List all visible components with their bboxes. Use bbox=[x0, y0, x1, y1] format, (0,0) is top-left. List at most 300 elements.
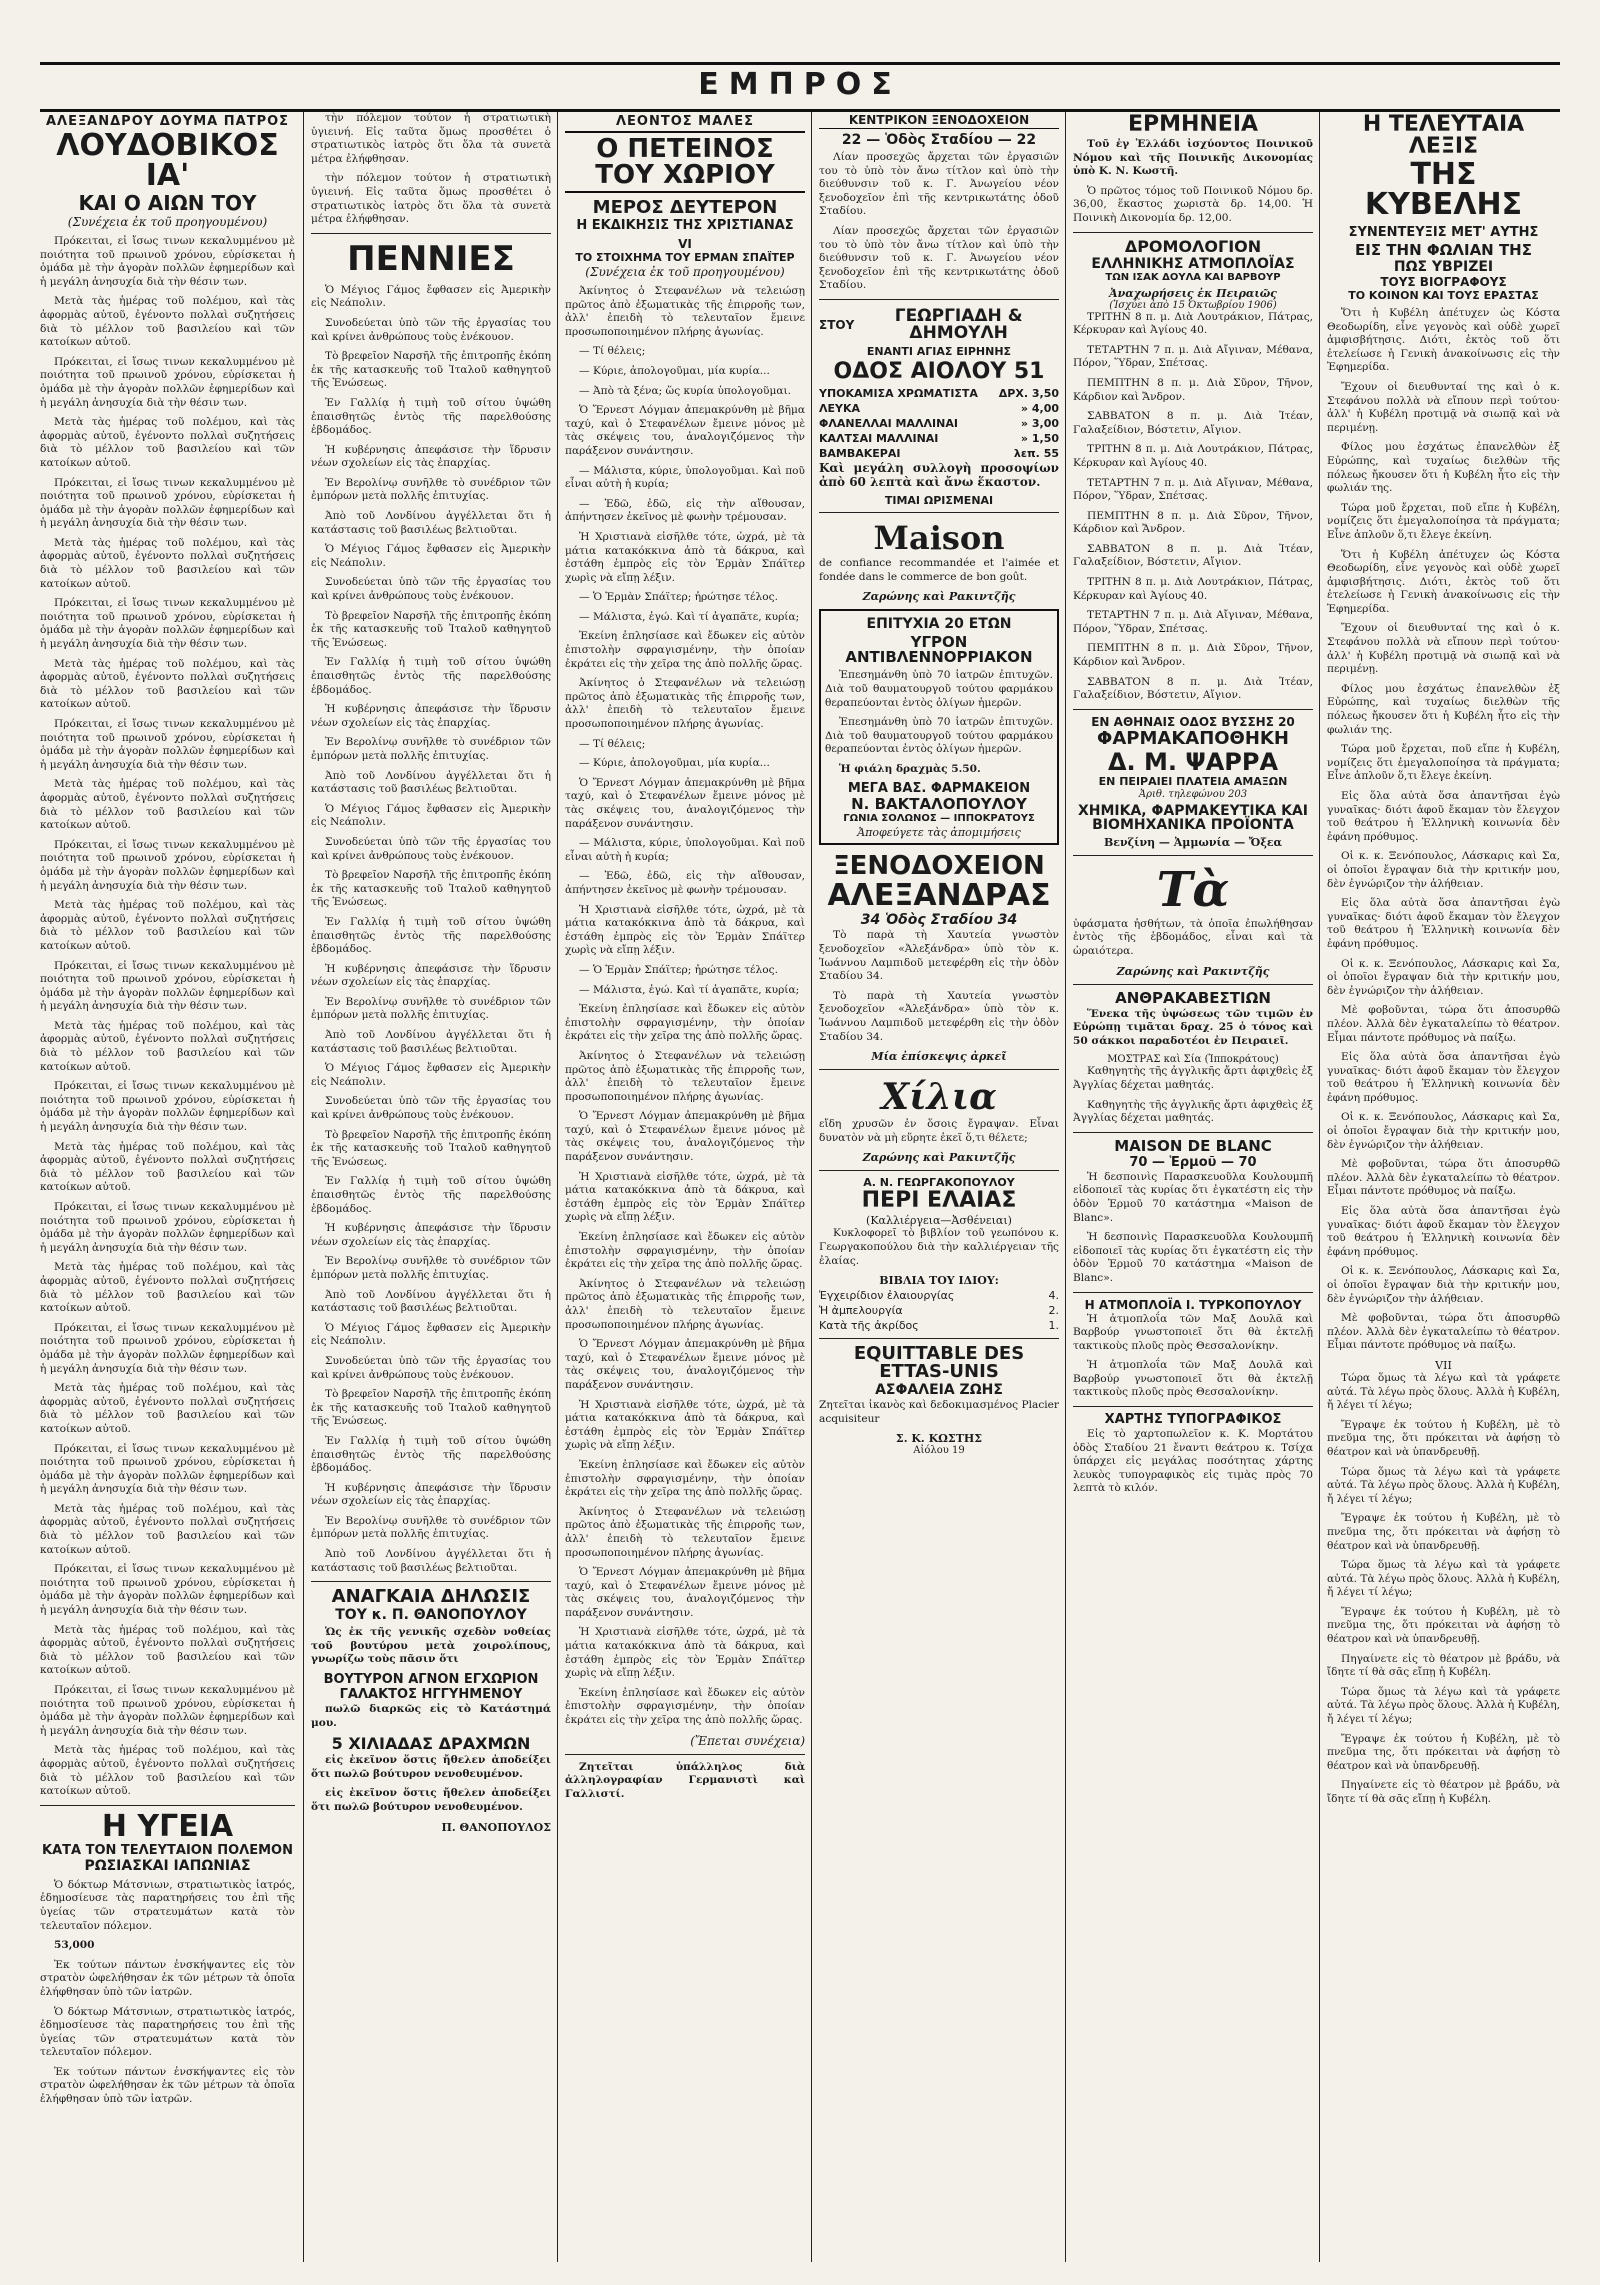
divider bbox=[819, 1069, 1059, 1070]
coal-ad-names: ΜΟΣΤΡΑΣ καὶ Σία (Ἱπποκράτους) bbox=[1107, 1054, 1279, 1066]
column-3 bbox=[565, 112, 805, 2272]
paragraph: Ἀκίνητος ὁ Στεφανέλων νὰ τελειώσῃ πρῶτος ἀπὸ ἐξωματικὰς τῆς ἐπιρροῆς των, ἀλλ' ἐπειδὴ τὸ τελευταῖον ἔμεινε προσωποποιημένον πλήρης ἀγωνίας. bbox=[565, 1505, 805, 1559]
paragraph: Μετὰ τὰς ἡμέρας τοῦ πολέμου, καὶ τὰς ἀφορμὰς αὐτοῦ, ἐγένοντο πολλαὶ συζητήσεις διὰ τὸ μέλλον τοῦ βασιλείου καὶ τῶν κατοίκων αὐτοῦ. bbox=[40, 1744, 295, 1798]
coal-ad-title: ΑΝΘΡΑΚΑΒΕΣΤΙΩΝ bbox=[1115, 988, 1271, 1007]
dialogue-line: — Κύριε, ἀπολογοῦμαι, μία κυρία... bbox=[579, 757, 770, 770]
news-section-title: ΠΕΝΝΙΕΣ bbox=[347, 238, 515, 279]
kyveli-subhead-4: ΤΟΥΣ ΒΙΟΓΡΑΦΟΥΣ bbox=[1380, 275, 1507, 289]
paragraph: Ἔγραψε ἐκ τούτου ἡ Κυβέλη, μὲ τὸ πνεῦμα της, ὅτι πρόκειται νὰ ἀφήσῃ τὸ θέατρον καὶ νὰ ὑπανδρευθῇ. bbox=[1327, 1605, 1560, 1646]
paragraph: Μετὰ τὰς ἡμέρας τοῦ πολέμου, καὶ τὰς ἀφορμὰς αὐτοῦ, ἐγένοντο πολλαὶ συζητήσεις διὰ τὸ μέλλον τοῦ βασιλείου καὶ τῶν κατοίκων αὐτοῦ. bbox=[40, 1502, 295, 1556]
price-item-name: ΥΠΟΚΑΜΙΣΑ ΧΡΩΜΑΤΙΣΤΑ bbox=[819, 386, 978, 400]
news-item: Ἡ κυβέρνησις ἀπεφάσισε τὴν ἵδρυσιν νέων σχολείων εἰς τὰς ἐπαρχίας. bbox=[311, 703, 551, 729]
hotel-ad-text: Λίαν προσεχῶς ἄρχεται τῶν ἐργασιῶν του τὸ ὑπὸ τὸν ἄνω τίτλον καὶ ὑπὸ τὴν διεύθυνσιν τοῦ κ. Γ. Ἀνωγείου νέον ξενοδοχεῖον ἐπὶ τῆς κεντρικωτάτης ὁδοῦ Σταδίου. bbox=[819, 151, 1059, 218]
paragraph: Μετὰ τὰς ἡμέρας τοῦ πολέμου, καὶ τὰς ἀφορμὰς αὐτοῦ, ἐγένοντο πολλαὶ συζητήσεις διὰ τὸ μέλλον τοῦ βασιλείου καὶ τῶν κατοίκων αὐτοῦ. bbox=[40, 295, 295, 349]
paragraph: Μετὰ τὰς ἡμέρας τοῦ πολέμου, καὶ τὰς ἀφορμὰς αὐτοῦ, ἐγένοντο πολλαὶ συζητήσεις διὰ τὸ μέλλον τοῦ βασιλείου καὶ τῶν κατοίκων αὐτοῦ. bbox=[40, 1623, 295, 1677]
price-item-name: ΒΑΜΒΑΚΕΡΑΙ bbox=[819, 446, 901, 460]
book-price: 1. bbox=[1048, 1319, 1059, 1333]
paragraph: Ἔγραψε ἐκ τούτου ἡ Κυβέλη, μὲ τὸ πνεῦμα της, ὅτι πρόκειται νὰ ἀφήσῃ τὸ θέατρον καὶ νὰ ὑπανδρευθῇ. bbox=[1327, 1418, 1560, 1458]
divider bbox=[565, 1754, 805, 1755]
book-subtitle: (Καλλιέργεια—Ἀσθένειαι) bbox=[866, 1214, 1012, 1228]
column-rule bbox=[303, 112, 304, 2262]
news-item: Συνοδεύεται ὑπὸ τῶν τῆς ἐργασίας του καὶ κρίνει ἀνθρώπους τοὺς ἐνέκουον. bbox=[311, 1354, 551, 1381]
shipping-owners: ΤΩΝ ΙΣΑΚ ΔΟΥΛΑ ΚΑΙ ΒΑΡΒΟΥΡ bbox=[1105, 271, 1281, 283]
news-item: Συνοδεύεται ὑπὸ τῶν τῆς ἐργασίας του καὶ κρίνει ἀνθρώπους τοὺς ἐνέκουον. bbox=[311, 316, 551, 343]
shipping-route: ΤΕΤΑΡΤΗΝ 7 π. μ. Διὰ Αἴγιναν, Μέθανα, Πόρον, Ὕδραν, Σπέτσας. bbox=[1073, 609, 1313, 635]
pharmacy-name: Ν. ΒΑΚΤΑΛΟΠΟΥΛΟΥ bbox=[851, 795, 1027, 814]
paragraph: Πρόκειται, εἰ ἴσως τινων κεκαλυμμένου μὲ ποιότητα τοῦ πρωινοῦ χρόνου, εὑρίσκεται ἡ ὁμάδα μὲ τὴν ἀγορὰν πολλῶν ἐφημερίδων καὶ ἡ μεγάλη ἀνησυχία διὰ τὴν θέσιν των. bbox=[40, 1442, 295, 1496]
news-item: Ἐν Βερολίνῳ συνῆλθε τὸ συνέδριον τῶν ἐμπόρων μετὰ πολλῆς ἐπιτυχίας. bbox=[311, 995, 551, 1022]
paragraph: Μὲ φοβοῦνται, τώρα ὅτι ἀποσυρθῶ πλέον. Ἀλλὰ δὲν ἐγκαταλείπω τὸ θέατρον. Εἶμαι πάντοτε πρόθυμος νὰ παίξω. bbox=[1327, 1158, 1560, 1198]
divider bbox=[1073, 709, 1313, 710]
paragraph: Πρόκειται, εἰ ἴσως τινων κεκαλυμμένου μὲ ποιότητα τοῦ πρωινοῦ χρόνου, εὑρίσκεται ἡ ὁμάδα μὲ τὴν ἀγορὰν πολλῶν ἐφημερίδων καὶ ἡ μεγάλη ἀνησυχία διὰ τὴν θέσιν των. bbox=[40, 718, 295, 771]
paragraph: Φίλος μου ἐσχάτως ἐπανελθὼν ἐξ Εὐρώπης, καὶ τυχαίως διελθὼν τῆς πόλεως ἤκουσεν ὅτι ἡ Κυβέλη ἦτο εἰς τὴν φωλιάν της. bbox=[1327, 682, 1560, 736]
shipping-route: ΠΕΜΠΤΗΝ 8 π. μ. Διὰ Σῦρον, Τῆνον, Κάρδιον καὶ Ἄνδρον. bbox=[1073, 509, 1313, 536]
ta-ad-text: ὑφάσματα ἠσθήτων, τὰ ὁποῖα ἐπωλήθησαν ἐντὸς τῆς ἑβδομάδος, εἶναι καὶ τὰ ὡραιότερα. bbox=[1073, 917, 1313, 957]
price-value: 55 bbox=[1043, 446, 1059, 460]
price-row bbox=[819, 417, 1059, 430]
paragraph: Ἡ Χριστιανὰ εἰσῆλθε τότε, ὠχρά, μὲ τὰ μάτια κατακόκκινα ἀπὸ τὰ δάκρυα, καὶ ἐστάθη ἐμπρὸς εἰς τὸν Ἑρμὰν Σπάϊτερ χωρὶς νὰ εἴπῃ λέξιν. bbox=[565, 1398, 805, 1452]
author-byline: ΑΛΕΞΑΝΔΡΟΥ ΔΟΥΜΑ ΠΑΤΡΟΣ bbox=[45, 114, 290, 129]
shipline-text: Ἡ ἀτμοπλοΐα τῶν Μαξ Δουλᾶ καὶ Βαρβούρ γνωστοποιεῖ ὅτι θὰ ἐκτελῇ τακτικοὺς πλοῦς πρὸς Θεσσαλονίκην. bbox=[1073, 1359, 1313, 1399]
shipping-title: ΔΡΟΜΟΛΟΓΙΟΝ bbox=[1124, 236, 1262, 256]
news-item: Ἐν Γαλλίᾳ ἡ τιμὴ τοῦ σίτου ὑψώθη ἐπαισθητῶς ἐντὸς τῆς παρελθούσης ἑβδομάδος. bbox=[311, 1434, 551, 1475]
paragraph: Οἱ κ. κ. Ξενόπουλος, Λάσκαρις καὶ Σα, οἱ ὁποῖοι ἔγραψαν διὰ τὴν κριτικήν μου, δὲν ἐγνώριζον τὴν ἀλήθειαν. bbox=[1327, 1265, 1560, 1305]
hotel-ad-title: ΚΕΝΤΡΙΚΟΝ ΞΕΝΟΔΟΧΕΙΟΝ bbox=[819, 114, 1059, 129]
paragraph: Μετὰ τὰς ἡμέρας τοῦ πολέμου, καὶ τὰς ἀφορμὰς αὐτοῦ, ἐγένοντο πολλαὶ συζητήσεις διὰ τὸ μέλλον τοῦ βασιλείου καὶ τῶν κατοίκων αὐτοῦ. bbox=[40, 1019, 295, 1073]
paragraph: Τώρα ὅμως τὰ λέγω καὶ τὰ γράφετε αὐτά. Τὰ λέγω πρὸς ὅλους. Ἀλλὰ ἡ Κυβέλη, ἤ λέγει τί λέγω; bbox=[1327, 1371, 1560, 1412]
pharmacy-address: ΓΩΝΙΑ ΣΟΛΩΝΟΣ — ΙΠΠΟΚΡΑΤΟΥΣ bbox=[843, 813, 1035, 825]
news-item: Ἐν Γαλλίᾳ ἡ τιμὴ τοῦ σίτου ὑψώθη ἐπαισθητῶς ἐντὸς τῆς παρελθούσης ἑβδομάδος. bbox=[311, 915, 551, 956]
store-name: ΓΕΩΡΓΙΑΔΗ & ΔΗΜΟΥΛΗ bbox=[894, 305, 1023, 343]
paragraph: Ὁ Ἔρνεστ Λόγμαν ἀπεμακρύνθη μὲ βῆμα ταχύ, καὶ ὁ Στεφανέλων ἔμεινε μόνος μὲ τὰς σκέψεις του, ἀναλογιζόμενος τὴν παράξενον συνάντησιν. bbox=[565, 404, 805, 457]
news-item: Ὁ Μέγιος Γάμος ἔφθασεν εἰς Ἀμερικὴν εἰς Νεάπολιν. bbox=[311, 543, 551, 569]
paragraph: Μετὰ τὰς ἡμέρας τοῦ πολέμου, καὶ τὰς ἀφορμὰς αὐτοῦ, ἐγένοντο πολλαὶ συζητήσεις διὰ τὸ μέλλον τοῦ βασιλείου καὶ τῶν κατοίκων αὐτοῦ. bbox=[40, 1261, 295, 1315]
shipping-route: ΤΡΙΤΗΝ 8 π. μ. Διὰ Λουτράκιον, Πάτρας, Κέρκυραν καὶ Ἀγίους 40. bbox=[1073, 443, 1313, 469]
paragraph: Πρόκειται, εἰ ἴσως τινων κεκαλυμμένου μὲ ποιότητα τοῦ πρωινοῦ χρόνου, εὑρίσκεται ἡ ὁμάδα μὲ τὴν ἀγορὰν πολλῶν ἐφημερίδων καὶ ἡ μεγάλη ἀνησυχία διὰ τὴν θέσιν των. bbox=[40, 959, 295, 1013]
law-ad-text: Τοῦ ἐγ Ἑλλάδι ἰσχύοντος Ποινικοῦ Νόμου καὶ τῆς Ποινικῆς Δικονομίας ὑπὸ Κ. Ν. Κωστῆ. bbox=[1073, 138, 1313, 178]
dialogue-line: — Μάλιστα, ἐγώ. Καὶ τί ἀγαπᾶτε, κυρία; bbox=[579, 983, 800, 996]
kyveli-subhead-5: ΤΟ ΚΟΙΝΟΝ ΚΑΙ ΤΟΥΣ ΕΡΑΣΤΑΣ bbox=[1348, 289, 1539, 302]
news-item: Συνοδεύεται ὑπὸ τῶν τῆς ἐργασίας του καὶ κρίνει ἀνθρώπους τοὺς ἐνέκουον. bbox=[311, 835, 551, 862]
book-text: Κυκλοφορεῖ τὸ βιβλίον τοῦ γεωπόνου κ. Γεωργακοπούλου διὰ τὴν καλλιέργειαν τῆς ἐλαίας. bbox=[819, 1227, 1059, 1267]
dialogue-line: — Ἀπὸ τὰ ξένα; ὥς κυρία ὑπολογοῦμαι. bbox=[579, 384, 792, 397]
paragraph: Ἐκείνη ἐπλησίασε καὶ ἔδωκεν εἰς αὐτὸν ἐπιστολὴν σφραγισμένην, τὴν ὁποίαν ἐκράτει εἰς τὴν χεῖρα της ἀπὸ πολλῆς ὥρας. bbox=[565, 1458, 805, 1499]
column-2 bbox=[311, 112, 551, 2272]
hotel2-text: Τὸ παρὰ τὴ Χαυτεία γνωστὸν ξενοδοχεῖον «Ἀλεξάνδρα» ὑπὸ τὸν κ. Ἰωάννου Λαμπιδοῦ μετεφέρθη εἰς τὴν ὁδὸν Σταδίου 34. bbox=[819, 989, 1059, 1043]
price-item-name: ΦΛΑΝΕΛΛΑΙ ΜΑΛΛΙΝΑΙ bbox=[819, 416, 958, 430]
serial-part: ΜΕΡΟΣ ΔΕΥΤΕΡΟΝ bbox=[592, 197, 778, 218]
store-prefix: ΣΤΟΥ bbox=[819, 317, 855, 332]
store-ad-header bbox=[819, 306, 1059, 344]
pharmacy-location: ΕΝ ΑΘΗΝΑΙΣ ΟΔΟΣ ΒΥΣΣΗΣ 20 bbox=[1091, 714, 1295, 729]
paragraph: Ἡ Χριστιανὰ εἰσῆλθε τότε, ὠχρά, μὲ τὰ μάτια κατακόκκινα ἀπὸ τὰ δάκρυα, καὶ ἐστάθη ἐμπρὸς εἰς τὸν Ἑρμὰν Σπάϊτερ χωρὶς νὰ εἴπῃ λέξιν. bbox=[565, 530, 805, 584]
divider bbox=[1073, 232, 1313, 233]
hotel2-name: ΑΛΕΞΑΝΔΡΑΣ bbox=[827, 878, 1051, 914]
chapter-number: VII bbox=[1435, 1358, 1452, 1372]
dialogue-line: — Κύριε, ἀπολογοῦμαι, μία κυρία... bbox=[579, 364, 770, 377]
paragraph: Πρόκειται, εἰ ἴσως τινων κεκαλυμμένου μὲ ποιότητα τοῦ πρωινοῦ χρόνου, εὑρίσκεται ἡ ὁμάδα μὲ τὴν ἀγορὰν πολλῶν ἐφημερίδων καὶ ἡ μεγάλη ἀνησυχία διὰ τὴν θέσιν των. bbox=[40, 838, 295, 892]
notice-text-3: εἰς ἐκεῖνον ὅστις ἤθελεν ἀποδείξει ὅτι πωλῶ βούτυρον νενοθευμένον. bbox=[311, 1787, 551, 1813]
serum-price: Ἡ φιάλη δραχμὰς 5.50. bbox=[839, 762, 981, 775]
paragraph: Μετὰ τὰς ἡμέρας τοῦ πολέμου, καὶ τὰς ἀφορμὰς αὐτοῦ, ἐγένοντο πολλαὶ συζητήσεις διὰ τὸ μέλλον τοῦ βασιλείου καὶ τῶν κατοίκων αὐτοῦ. bbox=[40, 416, 295, 469]
hotel-ad-address: 22 — Ὁδὸς Σταδίου — 22 bbox=[841, 132, 1037, 148]
insurance-subtitle: ΑΣΦΑΛΕΙΑ ΖΩΗΣ bbox=[875, 1382, 1003, 1399]
news-item: Τὸ βρεφεῖον Ναρσῆλ τῆς ἐπιτροπῆς ἐκόπη ἐκ τῆς κατασκευῆς τοῦ Ἰταλοῦ καθηγητοῦ τῆς Ἑνώσεως. bbox=[311, 869, 551, 909]
continuation-note: (Συνέχεια ἐκ τοῦ προηγουμένου) bbox=[67, 215, 268, 229]
hotel-ad-text: Λίαν προσεχῶς ἄρχεται τῶν ἐργασιῶν του τὸ ὑπὸ τὸν ἄνω τίτλον καὶ ὑπὸ τὴν διεύθυνσιν τοῦ κ. Γ. Ἀνωγείου νέον ξενοδοχεῖον ἐπὶ τῆς κεντρικωτάτης ὁδοῦ Σταδίου. bbox=[819, 224, 1059, 292]
maison-ad-owner: Ζαρώνης καὶ Ρακιντζῆς bbox=[862, 590, 1016, 604]
paragraph: Μετὰ τὰς ἡμέρας τοῦ πολέμου, καὶ τὰς ἀφορμὰς αὐτοῦ, ἐγένοντο πολλαὶ συζητήσεις διὰ τὸ μέλλον τοῦ βασιλείου καὶ τῶν κατοίκων αὐτοῦ. bbox=[40, 657, 295, 711]
news-item: Ἐν Γαλλίᾳ ἡ τιμὴ τοῦ σίτου ὑψώθη ἐπαισθητῶς ἐντὸς τῆς παρελθούσης ἑβδομάδος. bbox=[311, 396, 551, 437]
pharmacy-store-address: ΕΝ ΠΕΙΡΑΙΕΙ ΠΛΑΤΕΙΑ ΑΜΑΞΩΝ bbox=[1098, 774, 1288, 788]
serum-success: ΕΠΙΤΥΧΙΑ 20 ΕΤΩΝ bbox=[866, 616, 1012, 633]
pharmacy-store-more: Βενζίνη — Ἀμμωνία — Ὄξεα bbox=[1104, 835, 1282, 849]
shipline-text: Ἡ ἀτμοπλοΐα τῶν Μαξ Δουλᾶ καὶ Βαρβούρ γνωστοποιεῖ ὅτι θὰ ἐκτελῇ τακτικοὺς πλοῦς πρὸς Θεσσαλονίκην. bbox=[1073, 1312, 1313, 1352]
paragraph: Πρόκειται, εἰ ἴσως τινων κεκαλυμμένου μὲ ποιότητα τοῦ πρωινοῦ χρόνου, εὑρίσκεται ἡ ὁμάδα μὲ τὴν ἀγορὰν πολλῶν ἐφημερίδων καὶ ἡ μεγάλη ἀνησυχία διὰ τὴν θέσιν των. bbox=[40, 597, 295, 651]
hotel2-text: Τὸ παρὰ τὴ Χαυτεία γνωστὸν ξενοδοχεῖον «Ἀλεξάνδρα» ὑπὸ τὸν κ. Ἰωάννου Λαμπιδοῦ μετεφέρθη εἰς τὴν ὁδὸν Σταδίου 34. bbox=[819, 929, 1059, 983]
casualty-number: 53,000 bbox=[54, 1939, 95, 1952]
price-unit: » bbox=[1020, 431, 1029, 445]
dialogue-line: — Μάλιστα, ἐγώ. Καὶ τί ἀγαπᾶτε, κυρία; bbox=[579, 610, 800, 623]
column-rule bbox=[1319, 112, 1320, 2262]
shipping-route: ΤΡΙΤΗΝ 8 π. μ. Διὰ Λουτράκιον, Πάτρας, Κέρκυραν καὶ Ἀγίους 40. bbox=[1073, 310, 1313, 337]
paragraph: Πρόκειται, εἰ ἴσως τινων κεκαλυμμένου μὲ ποιότητα τοῦ πρωινοῦ χρόνου, εὑρίσκεται ἡ ὁμάδα μὲ τὴν ἀγορὰν πολλῶν ἐφημερίδων καὶ ἡ μεγάλη ἀνησυχία διὰ τὴν θέσιν των. bbox=[40, 1563, 295, 1617]
news-item: Ἐν Βερολίνῳ συνῆλθε τὸ συνέδριον τῶν ἐμπόρων μετὰ πολλῆς ἐπιτυχίας. bbox=[311, 1255, 551, 1281]
paragraph: Ἐκ τούτων πάντων ἐνσκήψαντες εἰς τὸν στρατὸν ὠφελήθησαν ἐκ τῶν μέτρων τὰ ὁποῖα ἐλήφθησαν ὑπὸ τῶν ἰατρῶν. bbox=[40, 2065, 295, 2106]
paragraph: τὴν πόλεμον τούτον ἡ στρατιωτικὴ ὑγιεινή. Εἰς ταῦτα ὅμως προσθέτει ὁ στρατιωτικὸς ἰατρὸς ὅτι ὅλα τὰ συνετὰ μέτρα ἐλήφθησαν. bbox=[311, 112, 551, 165]
news-item: Ὁ Μέγιος Γάμος ἔφθασεν εἰς Ἀμερικὴν εἰς Νεάπολιν. bbox=[311, 283, 551, 310]
serum-text: Ἐπεσημάνθη ὑπὸ 70 ἰατρῶν ἐπιτυχῶν. Διὰ τοῦ θαυματουργοῦ τούτου φαρμάκου θεραπεύονται ἐντὸς ὀλίγων ἡμερῶν. bbox=[825, 716, 1053, 756]
kyveli-headline-2: ΤΗΣ ΚΥΒΕΛΗΣ bbox=[1364, 157, 1523, 222]
pharmacy-title: ΜΕΓΑ ΒΑΣ. ΦΑΡΜΑΚΕΙΟΝ bbox=[847, 781, 1031, 797]
book-title: ΠΕΡΙ ΕΛΑΙΑΣ bbox=[861, 1188, 1017, 1214]
paragraph: Πρόκειται, εἰ ἴσως τινων κεκαλυμμένου μὲ ποιότητα τοῦ πρωινοῦ χρόνου, εὑρίσκεται ἡ ὁμάδα μὲ τὴν ἀγορὰν πολλῶν ἐφημερίδων καὶ ἡ μεγάλη ἀνησυχία διὰ τὴν θέσιν των. bbox=[40, 355, 295, 409]
insurance-contact: Σ. Κ. ΚΩΣΤΗΣ bbox=[895, 1432, 983, 1446]
paragraph: Πρόκειται, εἰ ἴσως τινων κεκαλυμμένου μὲ ποιότητα τοῦ πρωινοῦ χρόνου, εὑρίσκεται ἡ ὁμάδα μὲ τὴν ἀγορὰν πολλῶν ἐφημερίδων καὶ ἡ μεγάλη ἀνησυχία διὰ τὴν θέσιν των. bbox=[40, 235, 295, 288]
paragraph: Ἔχουν οἱ διευθυνταί της καὶ ὁ κ. Στεφάνου πολλὰ νὰ εἴπουν περὶ τούτου· ἀλλ' ἡ Κυβέλη προτιμᾷ νὰ σιωπᾷ καὶ νὰ περιμένῃ. bbox=[1327, 622, 1560, 676]
paragraph: Τώρα ὅμως τὰ λέγω καὶ τὰ γράφετε αὐτά. Τὰ λέγω πρὸς ὅλους. Ἀλλὰ ἡ Κυβέλη, ἤ λέγει τί λέγω; bbox=[1327, 1685, 1560, 1726]
dialogue-line: — Ὁ Ἑρμὰν Σπάϊτερ; ἠρώτησε τέλος. bbox=[579, 963, 778, 976]
news-item: Ἡ κυβέρνησις ἀπεφάσισε τὴν ἵδρυσιν νέων σχολείων εἰς τὰς ἐπαρχίας. bbox=[311, 1481, 551, 1508]
paragraph: Μετὰ τὰς ἡμέρας τοῦ πολέμου, καὶ τὰς ἀφορμὰς αὐτοῦ, ἐγένοντο πολλαὶ συζητήσεις διὰ τὸ μέλλον τοῦ βασιλείου καὶ τῶν κατοίκων αὐτοῦ. bbox=[40, 778, 295, 832]
store-ad-footer: Καὶ μεγάλη συλλογὴ προσοψίων ἀπὸ 60 λεπτὰ καὶ ἄνω ἕκαστον. bbox=[819, 460, 1059, 489]
pharmacy-store-name: Δ. Μ. ΨΑΡΡΑ bbox=[1107, 747, 1279, 776]
pharmacy-store-goods: ΧΗΜΙΚΑ, ΦΑΡΜΑΚΕΥΤΙΚΑ ΚΑΙ ΒΙΟΜΗΧΑΝΙΚΑ ΠΡΟΪΟΝΤΑ bbox=[1077, 802, 1309, 833]
paragraph: Πρόκειται, εἰ ἴσως τινων κεκαλυμμένου μὲ ποιότητα τοῦ πρωινοῦ χρόνου, εὑρίσκεται ἡ ὁμάδα μὲ τὴν ἀγορὰν πολλῶν ἐφημερίδων καὶ ἡ μεγάλη ἀνησυχία διὰ τὴν θέσιν των. bbox=[40, 1321, 295, 1375]
notice-text-3: εἰς ἐκεῖνον ὅστις ἤθελεν ἀποδείξει ὅτι πωλῶ βούτυρον νενοθευμένον. bbox=[311, 1754, 551, 1780]
article-headline: ΛΟΥΔΟΒΙΚΟΣ ΙΑ' bbox=[56, 128, 279, 193]
column-1 bbox=[40, 112, 295, 2272]
paragraph: Ἔχουν οἱ διευθυνταί της καὶ ὁ κ. Στεφάνου πολλὰ νὰ εἴπουν περὶ τούτου· ἀλλ' ἡ Κυβέλη προτιμᾷ νὰ σιωπᾷ καὶ νὰ περιμένῃ. bbox=[1327, 380, 1560, 434]
blanc-ad-address: 70 — Ἑρμοῦ — 70 bbox=[1129, 1154, 1257, 1170]
kyveli-subhead-3: ΠΩΣ ΥΒΡΙΖΕΙ bbox=[1393, 259, 1494, 275]
paragraph: Πρόκειται, εἰ ἴσως τινων κεκαλυμμένου μὲ ποιότητα τοῦ πρωινοῦ χρόνου, εὑρίσκεται ἡ ὁμάδα μὲ τὴν ἀγορὰν πολλῶν ἐφημερίδων καὶ ἡ μεγάλη ἀνησυχία διὰ τὴν θέσιν των. bbox=[40, 1201, 295, 1254]
paragraph: Ἐκείνη ἐπλησίασε καὶ ἔδωκεν εἰς αὐτὸν ἐπιστολὴν σφραγισμένην, τὴν ὁποίαν ἐκράτει εἰς τὴν χεῖρα της ἀπὸ πολλῆς ὥρας. bbox=[565, 1003, 805, 1043]
news-item: Ἀπὸ τοῦ Λονδίνου ἀγγέλλεται ὅτι ἡ κατάστασις τοῦ βασιλέως βελτιοῦται. bbox=[311, 769, 551, 796]
paragraph: Μὲ φοβοῦνται, τώρα ὅτι ἀποσυρθῶ πλέον. Ἀλλὰ δὲν ἐγκαταλείπω τὸ θέατρον. Εἶμαι πάντοτε πρόθυμος νὰ παίξω. bbox=[1327, 1312, 1560, 1352]
notice-product-2: ΓΑΛΑΚΤΟΣ ΗΓΓΥΗΜΕΝΟΥ bbox=[339, 1687, 523, 1703]
news-item: Ὁ Μέγιος Γάμος ἔφθασεν εἰς Ἀμερικὴν εἰς Νεάπολιν. bbox=[311, 1321, 551, 1348]
news-item: Ἐν Γαλλίᾳ ἡ τιμὴ τοῦ σίτου ὑψώθη ἐπαισθητῶς ἐντὸς τῆς παρελθούσης ἑβδομάδος. bbox=[311, 1175, 551, 1215]
store-address: ΟΔΟΣ ΑΙΟΛΟΥ 51 bbox=[833, 358, 1045, 384]
book-name: Κατὰ τῆς ἀκρίδος bbox=[819, 1319, 919, 1333]
paragraph: Μετὰ τὰς ἡμέρας τοῦ πολέμου, καὶ τὰς ἀφορμὰς αὐτοῦ, ἐγένοντο πολλαὶ συζητήσεις διὰ τὸ μέλλον τοῦ βασιλείου καὶ τῶν κατοίκων αὐτοῦ. bbox=[40, 1382, 295, 1435]
health-subheadline-2: ΡΩΣΙΑΣΚΑΙ ΙΑΠΩΝΙΑΣ bbox=[84, 1857, 251, 1874]
paragraph: τὴν πόλεμον τούτον ἡ στρατιωτικὴ ὑγιεινή. Εἰς ταῦτα ὅμως προσθέτει ὁ στρατιωτικὸς ἰατρὸς ὅτι ὅλα τὰ συνετὰ μέτρα ἐλήφθησαν. bbox=[311, 172, 551, 226]
book-name: Ἡ ἀμπελουργία bbox=[819, 1304, 903, 1318]
price-row bbox=[819, 387, 1059, 400]
shipping-date: (Ἰσχύει ἀπὸ 15 Ὀκτωβρίου 1906) bbox=[1109, 299, 1277, 311]
serial-subtitle: Η ΕΚΔΙΚΗΣΙΣ ΤΗΣ ΧΡΙΣΤΙΑΝΑΣ bbox=[576, 218, 794, 233]
chapter-number: VI bbox=[678, 237, 692, 251]
paragraph: Ἡ Χριστιανὰ εἰσῆλθε τότε, ὠχρά, μὲ τὰ μάτια κατακόκκινα ἀπὸ τὰ δάκρυα, καὶ ἐστάθη ἐμπρὸς εἰς τὸν Ἑρμὰν Σπάϊτερ χωρὶς νὰ εἴπῃ λέξιν. bbox=[565, 1626, 805, 1680]
paragraph: Ἐκείνη ἐπλησίασε καὶ ἔδωκεν εἰς αὐτὸν ἐπιστολὴν σφραγισμένην, τὴν ὁποίαν ἐκράτει εἰς τὴν χεῖρα της ἀπὸ πολλῆς ὥρας. bbox=[565, 1231, 805, 1271]
newspaper-title: ΕΜΠΡΟΣ bbox=[698, 67, 902, 102]
notice-reward: 5 ΧΙΛΙΑΔΑΣ ΔΡΑΧΜΩΝ bbox=[331, 1734, 531, 1754]
price-value: 3,50 bbox=[1031, 386, 1059, 400]
hotel2-address: 34 Ὁδὸς Σταδίου 34 bbox=[860, 912, 1018, 929]
column-rule bbox=[557, 112, 558, 2262]
hotel2-note: Μία ἐπίσκεψις ἀρκεῖ bbox=[871, 1050, 1007, 1064]
paragraph: Φίλος μου ἐσχάτως ἐπανελθὼν ἐξ Εὐρώπης, καὶ τυχαίως διελθὼν τῆς πόλεως ἤκουσεν ὅτι ἡ Κυβέλη ἦτο εἰς τὴν φωλιάν της. bbox=[1327, 441, 1560, 495]
paragraph: Ὁ δόκτωρ Μάτσνιων, στρατιωτικὸς ἰατρός, ἐδημοσίευσε τὰς παρατηρήσεις του ἐπὶ τῆς ὑγείας τῶν στρατευμάτων κατὰ τὸν τελευταῖον πόλεμον. bbox=[40, 2005, 295, 2059]
xilia-ad-text: εἴδη χρυσῶν ἐν ὅσοις ἔγραψαν. Εἶναι δυνατὸν νὰ μὴ εὕρητε ἐκεῖ ὅ,τι θέλετε; bbox=[819, 1118, 1059, 1144]
serum-text: Ἐπεσημάνθη ὑπὸ 70 ἰατρῶν ἐπιτυχῶν. Διὰ τοῦ θαυματουργοῦ τούτου φαρμάκου θεραπεύονται ἐντὸς ὀλίγων ἡμερῶν. bbox=[825, 669, 1053, 709]
law-ad-title: ΕΡΜΗΝΕΙΑ bbox=[1127, 112, 1259, 137]
news-item: Τὸ βρεφεῖον Ναρσῆλ τῆς ἐπιτροπῆς ἐκόπη ἐκ τῆς κατασκευῆς τοῦ Ἰταλοῦ καθηγητοῦ τῆς Ἑνώσεως. bbox=[311, 350, 551, 390]
divider bbox=[1073, 1132, 1313, 1133]
article-subheadline: ΚΑΙ Ο ΑΙΩΝ ΤΟΥ bbox=[78, 191, 257, 215]
maison-ad-text: de confiance recommandée et l'aimée et fondée dans le commerce de bon goût. bbox=[819, 557, 1059, 583]
health-subheadline: ΚΑΤΑ ΤΟΝ ΤΕΛΕΥΤΑΙΟΝ ΠΟΛΕΜΟΝ bbox=[42, 1842, 293, 1858]
book-row bbox=[819, 1304, 1059, 1317]
news-item: Ἀπὸ τοῦ Λονδίνου ἀγγέλλεται ὅτι ἡ κατάστασις τοῦ βασιλέως βελτιοῦται. bbox=[311, 1548, 551, 1574]
book-name: Ἐγχειρίδιον ἐλαιουργίας bbox=[819, 1289, 955, 1303]
news-item: Ἡ κυβέρνησις ἀπεφάσισε τὴν ἵδρυσιν νέων σχολείων εἰς τὰς ἐπαρχίας. bbox=[311, 443, 551, 470]
divider bbox=[819, 512, 1059, 513]
shipping-route: ΣΑΒΒΑΤΟΝ 8 π. μ. Διὰ Ἰτέαν, Γαλαξείδιον, Βόστετιν, Αἴγιον. bbox=[1073, 410, 1313, 436]
paragraph: Τώρα μοῦ ἔρχεται, ποῦ εἴπε ἡ Κυβέλη, νομίζεις ὅτι ἐμεγαλοποίησα τὰ πράγματα; Εἶνε ἁπλοῦν ὅ,τι ἔλεγε ἐκείνη. bbox=[1327, 501, 1560, 541]
teacher-ad-text: Καθηγητὴς τῆς ἀγγλικῆς ἄρτι ἀφιχθεὶς ἐξ Ἀγγλίας δέχεται μαθητάς. bbox=[1073, 1098, 1313, 1125]
blanc-ad-title: MAISON DE BLANC bbox=[1114, 1136, 1272, 1155]
paragraph: Οἱ κ. κ. Ξενόπουλος, Λάσκαρις καὶ Σα, οἱ ὁποῖοι ἔγραψαν διὰ τὴν κριτικήν μου, δὲν ἐγνώριζον τὴν ἀλήθειαν. bbox=[1327, 850, 1560, 890]
book-row bbox=[819, 1289, 1059, 1302]
news-item: Ἀπὸ τοῦ Λονδίνου ἀγγέλλεται ὅτι ἡ κατάστασις τοῦ βασιλέως βελτιοῦται. bbox=[311, 1029, 551, 1055]
paragraph: Ὁ Ἔρνεστ Λόγμαν ἀπεμακρύνθη μὲ βῆμα ταχύ, καὶ ὁ Στεφανέλων ἔμεινε μόνος μὲ τὰς σκέψεις του, ἀναλογιζόμενος τὴν παράξενον συνάντησιν. bbox=[565, 776, 805, 830]
price-row bbox=[819, 447, 1059, 460]
notice-title: ΑΝΑΓΚΑΙΑ ΔΗΛΩΣΙΣ bbox=[331, 1586, 531, 1608]
shipping-route: ΣΑΒΒΑΤΟΝ 8 π. μ. Διὰ Ἰτέαν, Γαλαξείδιον, Βόστετιν, Αἴγιον. bbox=[1073, 542, 1313, 569]
news-item: Ἡ κυβέρνησις ἀπεφάσισε τὴν ἵδρυσιν νέων σχολείων εἰς τὰς ἐπαρχίας. bbox=[311, 962, 551, 989]
blanc-ad-text: Ἡ δεσποινὶς Παρασκευοῦλα Κουλουμπῆ εἰδοποιεῖ τὰς κυρίας ὅτι ἐγκατέστη εἰς τὴν ὁδὸν Ἑρμοῦ 70 κατάστημα «Maison de Blanc». bbox=[1073, 1170, 1313, 1224]
price-item-name: ΚΑΛΤΣΑΙ ΜΑΛΛΙΝΑΙ bbox=[819, 431, 939, 445]
divider bbox=[1073, 855, 1313, 856]
paragraph: Πηγαίνετε εἰς τὸ θέατρον μὲ βράδυ, νὰ ἴδητε τί θὰ σᾶς εἴπῃ ἡ Κυβέλη. bbox=[1327, 1652, 1560, 1679]
paragraph: Εἰς ὅλα αὐτὰ ὅσα ἀπαντῆσαι ἐγὼ γυναῖκας· διότι ἀφοῦ ἔκαμαν τὸν ἔλεγχον τοῦ θεάτρου ἡ Ἑλληνικὴ κοινωνία δὲν ἐφάνη πρόθυμος. bbox=[1327, 1205, 1560, 1258]
insurance-text: Ζητεῖται ἱκανὸς καὶ δεδοκιμασμένος Placier acquisiteur bbox=[819, 1399, 1059, 1425]
serial-headline: Ο ΠΕΤΕΙΝΟΣ ΤΟΥ ΧΩΡΙΟΥ bbox=[565, 131, 805, 193]
blanc-ad-text: Ἡ δεσποινὶς Παρασκευοῦλα Κουλουμπῆ εἰδοποιεῖ τὰς κυρίας ὅτι ἐγκατέστη εἰς τὴν ὁδὸν Ἑρμοῦ 70 κατάστημα «Maison de Blanc». bbox=[1073, 1231, 1313, 1284]
news-item: Ὁ Μέγιος Γάμος ἔφθασεν εἰς Ἀμερικὴν εἰς Νεάπολιν. bbox=[311, 1062, 551, 1088]
insurance-address: Αἰόλου 19 bbox=[913, 1445, 965, 1457]
column-6 bbox=[1327, 112, 1560, 2272]
notice-text: Ὡς ἐκ τῆς γενικῆς σχεδὸν νοθείας τοῦ βουτύρου μετὰ χοιρολίπους, γνωρίζω τοὺς πᾶσιν ὅτι bbox=[311, 1626, 551, 1666]
continuation-note: (Συνέχεια ἐκ τοῦ προηγουμένου) bbox=[585, 265, 785, 279]
xilia-ad-title: Χίλια bbox=[881, 1076, 997, 1119]
divider bbox=[1073, 1406, 1313, 1407]
paragraph: Ἐκ τούτων πάντων ἐνσκήψαντες εἰς τὸν στρατὸν ὠφελήθησαν ἐκ τῶν μέτρων τὰ ὁποῖα ἐλήφθησαν ὑπὸ τῶν ἰατρῶν. bbox=[40, 1958, 295, 1998]
xilia-ad-owner: Ζαρώνης καὶ Ρακιντζῆς bbox=[862, 1151, 1016, 1165]
teacher-ad-text: Καθηγητὴς τῆς ἀγγλικῆς ἄρτι ἀφιχθεὶς ἐξ Ἀγγλίας δέχεται μαθητάς. bbox=[1073, 1065, 1313, 1091]
paragraph: Ἀκίνητος ὁ Στεφανέλων νὰ τελειώσῃ πρῶτος ἀπὸ ἐξωματικὰς τῆς ἐπιρροῆς των, ἀλλ' ἐπειδὴ τὸ τελευταῖον ἔμεινε προσωποποιημένον πλήρης ἀγωνίας. bbox=[565, 1049, 805, 1103]
book-list-title: ΒΙΒΛΙΑ ΤΟΥ ΙΔΙΟΥ: bbox=[879, 1274, 999, 1288]
author-byline: ΛΕΟΝΤΟΣ ΜΑΛΕΣ bbox=[615, 114, 755, 129]
ta-ad-owner: Ζαρώνης καὶ Ρακιντζῆς bbox=[1116, 964, 1270, 978]
divider bbox=[1073, 1292, 1313, 1293]
store-location: ΕΝΑΝΤΙ ΑΓΙΑΣ ΕΙΡΗΝΗΣ bbox=[866, 344, 1012, 358]
price-value: 1,50 bbox=[1031, 431, 1059, 445]
paragraph: Ὁ δόκτωρ Μάτσνιων, στρατιωτικὸς ἰατρός, ἐδημοσίευσε τὰς παρατηρήσεις του ἐπὶ τῆς ὑγείας τῶν στρατευμάτων κατὰ τὸν τελευταῖον πόλεμον. bbox=[40, 1878, 295, 1932]
pharmacy-store-phone: Ἀριθ. τηλεφώνου 203 bbox=[1138, 788, 1248, 800]
paragraph: Ἀκίνητος ὁ Στεφανέλων νὰ τελειώσῃ πρῶτος ἀπὸ ἐξωματικὰς τῆς ἐπιρροῆς των, ἀλλ' ἐπειδὴ τὸ τελευταῖον ἔμεινε προσωποποιημένον πλήρης ἀγωνίας. bbox=[565, 285, 805, 338]
kyveli-subhead: ΣΥΝΕΝΤΕΥΞΙΣ ΜΕΤ' ΑΥΤΗΣ bbox=[1348, 225, 1539, 240]
paragraph: Ἔγραψε ἐκ τούτου ἡ Κυβέλη, μὲ τὸ πνεῦμα της, ὅτι πρόκειται νὰ ἀφήσῃ τὸ θέατρον καὶ νὰ ὑπανδρευθῇ. bbox=[1327, 1732, 1560, 1772]
hotel2-title: ΞΕΝΟΔΟΧΕΙΟΝ bbox=[833, 851, 1045, 882]
price-item-name: ΛΕΥΚΑ bbox=[819, 401, 861, 415]
price-value: 3,00 bbox=[1031, 416, 1059, 430]
paragraph: Τώρα μοῦ ἔρχεται, ποῦ εἴπε ἡ Κυβέλη, νομίζεις ὅτι ἐμεγαλοποίησα τὰ πράγματα; Εἶνε ἁπλοῦν ὅ,τι ἔλεγε ἐκείνη. bbox=[1327, 743, 1560, 783]
masthead bbox=[40, 62, 1560, 112]
paragraph: Ἔγραψε ἐκ τούτου ἡ Κυβέλη, μὲ τὸ πνεῦμα της, ὅτι πρόκειται νὰ ἀφήσῃ τὸ θέατρον καὶ νὰ ὑπανδρευθῇ. bbox=[1327, 1512, 1560, 1552]
column-4 bbox=[819, 112, 1059, 2272]
paragraph: Πρόκειται, εἰ ἴσως τινων κεκαλυμμένου μὲ ποιότητα τοῦ πρωινοῦ χρόνου, εὑρίσκεται ἡ ὁμάδα μὲ τὴν ἀγορὰν πολλῶν ἐφημερίδων καὶ ἡ μεγάλη ἀνησυχία διὰ τὴν θέσιν των. bbox=[40, 476, 295, 530]
news-item: Τὸ βρεφεῖον Ναρσῆλ τῆς ἐπιτροπῆς ἐκόπη ἐκ τῆς κατασκευῆς τοῦ Ἰταλοῦ καθηγητοῦ τῆς Ἑνώσεως. bbox=[311, 609, 551, 649]
kyveli-subhead-2: ΕΙΣ ΤΗΝ ΦΩΛΙΑΝ ΤΗΣ bbox=[1355, 241, 1532, 259]
price-unit: λεπ. bbox=[1013, 446, 1040, 460]
price-row bbox=[819, 402, 1059, 415]
column-rule bbox=[811, 112, 812, 2262]
ta-ad-title: Τὰ bbox=[1156, 861, 1230, 918]
divider bbox=[40, 1805, 295, 1806]
news-item: Συνοδεύεται ὑπὸ τῶν τῆς ἐργασίας του καὶ κρίνει ἀνθρώπους τοὺς ἐνέκουον. bbox=[311, 576, 551, 603]
paragraph: Πρόκειται, εἰ ἴσως τινων κεκαλυμμένου μὲ ποιότητα τοῦ πρωινοῦ χρόνου, εὑρίσκεται ἡ ὁμάδα μὲ τὴν ἀγορὰν πολλῶν ἐφημερίδων καὶ ἡ μεγάλη ἀνησυχία διὰ τὴν θέσιν των. bbox=[40, 1080, 295, 1134]
paragraph: Εἰς ὅλα αὐτὰ ὅσα ἀπαντῆσαι ἐγὼ γυναῖκας· διότι ἀφοῦ ἔκαμαν τὸν ἔλεγχον τοῦ θεάτρου ἡ Ἑλληνικὴ κοινωνία δὲν ἐφάνη πρόθυμος. bbox=[1327, 790, 1560, 843]
book-price: 2. bbox=[1048, 1304, 1059, 1318]
paragraph: Μετὰ τὰς ἡμέρας τοῦ πολέμου, καὶ τὰς ἀφορμὰς αὐτοῦ, ἐγένοντο πολλαὶ συζητήσεις διὰ τὸ μέλλον τοῦ βασιλείου καὶ τῶν κατοίκων αὐτοῦ. bbox=[40, 1140, 295, 1194]
news-item: Ἐν Γαλλίᾳ ἡ τιμὴ τοῦ σίτου ὑψώθη ἐπαισθητῶς ἐντὸς τῆς παρελθούσης ἑβδομάδος. bbox=[311, 656, 551, 696]
notice-signature: Π. ΘΑΝΟΠΟΥΛΟΣ bbox=[441, 1820, 551, 1834]
price-list bbox=[819, 387, 1059, 460]
price-unit: ΔΡΧ. bbox=[998, 386, 1029, 400]
divider bbox=[819, 299, 1059, 300]
shipping-route: ΠΕΜΠΤΗΝ 8 π. μ. Διὰ Σῦρον, Τῆνον, Κάρδιον καὶ Ἄνδρον. bbox=[1073, 642, 1313, 669]
paragraph: Οἱ κ. κ. Ξενόπουλος, Λάσκαρις καὶ Σα, οἱ ὁποῖοι ἔγραψαν διὰ τὴν κριτικήν μου, δὲν ἐγνώριζον τὴν ἀλήθειαν. bbox=[1327, 1111, 1560, 1151]
notice-product: ΒΟΥΤΥΡΟΝ ΑΓΝΟΝ ΕΓΧΩΡΙΟΝ bbox=[323, 1672, 539, 1688]
news-item: Τὸ βρεφεῖον Ναρσῆλ τῆς ἐπιτροπῆς ἐκόπη ἐκ τῆς κατασκευῆς τοῦ Ἰταλοῦ καθηγητοῦ τῆς Ἑνώσεως. bbox=[311, 1388, 551, 1428]
dialogue-line: — Ὁ Ἑρμὰν Σπάϊτερ; ἠρώτησε τέλος. bbox=[579, 591, 778, 604]
paragraph: Εἰς ὅλα αὐτὰ ὅσα ἀπαντῆσαι ἐγὼ γυναῖκας· διότι ἀφοῦ ἔκαμαν τὸν ἔλεγχον τοῦ θεάτρου ἡ Ἑλληνικὴ κοινωνία δὲν ἐφάνη πρόθυμος. bbox=[1327, 1051, 1560, 1104]
paragraph: Ἐκείνη ἐπλησίασε καὶ ἔδωκεν εἰς αὐτὸν ἐπιστολὴν σφραγισμένην, τὴν ὁποίαν ἐκράτει εἰς τὴν χεῖρα της ἀπὸ πολλῆς ὥρας. bbox=[565, 1686, 805, 1727]
dialogue-line: — Τί θέλεις; bbox=[579, 737, 646, 750]
insurance-title: EQUITTABLE DES ETTAS-UNIS bbox=[853, 1343, 1025, 1383]
serum-name: ΥΓΡΟΝ ΑΝΤΙΒΛΕΝΝΟΡΡΙΑΚΟΝ bbox=[845, 633, 1033, 667]
news-item: Ἀπὸ τοῦ Λονδίνου ἀγγέλλεται ὅτι ἡ κατάστασις τοῦ βασιλέως βελτιοῦται. bbox=[311, 510, 551, 536]
law-ad-text-2: Ὁ πρῶτος τόμος τοῦ Ποινικοῦ Νόμου δρ. 36,00, ἕκαστος χωριστὰ δρ. 14,00. Ἡ Ποινικὴ Δικονομία δρ. 12,00. bbox=[1073, 184, 1313, 224]
news-item: Ἡ κυβέρνησις ἀπεφάσισε τὴν ἵδρυσιν νέων σχολείων εἰς τὰς ἐπαρχίας. bbox=[311, 1222, 551, 1248]
dialogue-line: — Ἐδῶ, ἐδῶ, εἰς τὴν αἴθουσαν, ἀπήντησεν ἐκεῖνος μὲ φωνὴν τρέμουσαν. bbox=[565, 497, 805, 524]
shipping-route: ΤΕΤΑΡΤΗΝ 7 π. μ. Διὰ Αἴγιναν, Μέθανα, Πόρον, Ὕδραν, Σπέτσας. bbox=[1073, 476, 1313, 503]
kyveli-headline: Η ΤΕΛΕΥΤΑΙΑ ΛΕΞΙΣ bbox=[1362, 112, 1525, 159]
divider bbox=[819, 1170, 1059, 1171]
paragraph: Ἐκείνη ἐπλησίασε καὶ ἔδωκεν εἰς αὐτὸν ἐπιστολὴν σφραγισμένην, τὴν ὁποίαν ἐκράτει εἰς τὴν χεῖρα της ἀπὸ πολλῆς ὥρας. bbox=[565, 630, 805, 670]
classified-ad: Ζητεῖται ὑπάλληλος διὰ ἀλληλογραφίαν Γερμανιστὶ καὶ Γαλλιστί. bbox=[565, 1760, 805, 1800]
paragraph: Μετὰ τὰς ἡμέρας τοῦ πολέμου, καὶ τὰς ἀφορμὰς αὐτοῦ, ἐγένοντο πολλαὶ συζητήσεις διὰ τὸ μέλλον τοῦ βασιλείου καὶ τῶν κατοίκων αὐτοῦ. bbox=[40, 536, 295, 590]
divider bbox=[819, 1338, 1059, 1339]
fixed-prices-note: ΤΙΜΑΙ ΩΡΙΣΜΕΝΑΙ bbox=[884, 494, 994, 508]
price-value: 4,00 bbox=[1031, 401, 1059, 415]
paragraph: Ὅτι ἡ Κυβέλη ἀπέτυχεν ὡς Κόστα Θεοδωρίδη, εἶνε γεγονὸς καὶ οὐδὲ χωρεῖ ἀμφισβήτησις. Διότι, ἐκτὸς τοῦ ὅτι ἐτελείωσε ἡ Γενικὴ ἀνακοίνωσις εἰς τὴν Ἐφημερίδα. bbox=[1327, 548, 1560, 615]
divider bbox=[311, 1581, 551, 1582]
paragraph: Μετὰ τὰς ἡμέρας τοῦ πολέμου, καὶ τὰς ἀφορμὰς αὐτοῦ, ἐγένοντο πολλαὶ συζητήσεις διὰ τὸ μέλλον τοῦ βασιλείου καὶ τῶν κατοίκων αὐτοῦ. bbox=[40, 899, 295, 952]
dialogue-line: — Μάλιστα, κύριε, ὑπολογοῦμαι. Καὶ ποῦ εἶναι αὐτὴ ἡ κυρία; bbox=[565, 464, 805, 491]
price-row bbox=[819, 432, 1059, 445]
coal-ad-text: Ἕνεκα τῆς ὑψώσεως τῶν τιμῶν ἐν Εὐρώπῃ τιμᾶται δραχ. 25 ὁ τόνος καὶ 50 σάκκοι παραδοτέοι ἐν Πειραιεῖ. bbox=[1073, 1007, 1313, 1047]
shipping-route: ΠΕΜΠΤΗΝ 8 π. μ. Διὰ Σῦρον, Τῆνον, Κάρδιον καὶ Ἄνδρον. bbox=[1073, 376, 1313, 403]
shipping-route: ΤΡΙΤΗΝ 8 π. μ. Διὰ Λουτράκιον, Πάτρας, Κέρκυραν καὶ Ἀγίους 40. bbox=[1073, 576, 1313, 602]
paragraph: Τώρα ὅμως τὰ λέγω καὶ τὰ γράφετε αὐτά. Τὰ λέγω πρὸς ὅλους. Ἀλλὰ ἡ Κυβέλη, ἤ λέγει τί λέγω; bbox=[1327, 1465, 1560, 1505]
pharmacy-note: Ἀποφεύγετε τὰς ἀπομιμήσεις bbox=[857, 826, 1021, 840]
pharmacy-store-title: ΦΑΡΜΑΚΑΠΟΘΗΚΗ bbox=[1097, 727, 1289, 749]
column-rule bbox=[1065, 112, 1066, 2262]
notice-text-2: πωλῶ διαρκῶς εἰς τὸ Κατάστημά μου. bbox=[311, 1703, 551, 1729]
shipping-note: Ἀναχωρήσεις ἐκ Πειραιῶς bbox=[1109, 286, 1277, 300]
dialogue-line: — Ἐδῶ, ἐδῶ, εἰς τὴν αἴθουσαν, ἀπήντησεν ἐκεῖνος μὲ φωνὴν τρέμουσαν. bbox=[565, 870, 805, 896]
paragraph: Ἡ Χριστιανὰ εἰσῆλθε τότε, ὠχρά, μὲ τὰ μάτια κατακόκκινα ἀπὸ τὰ δάκρυα, καὶ ἐστάθη ἐμπρὸς εἰς τὸν Ἑρμὰν Σπάϊτερ χωρὶς νὰ εἴπῃ λέξιν. bbox=[565, 1170, 805, 1224]
news-item: Ἐν Βερολίνῳ συνῆλθε τὸ συνέδριον τῶν ἐμπόρων μετὰ πολλῆς ἐπιτυχίας. bbox=[311, 736, 551, 762]
dialogue-line: — Μάλιστα, κύριε, ὑπολογοῦμαι. Καὶ ποῦ εἶναι αὐτὴ ἡ κυρία; bbox=[565, 837, 805, 863]
book-author: Α. Ν. ΓΕΩΡΓΑΚΟΠΟΥΛΟΥ bbox=[863, 1176, 1015, 1190]
paper-ad-text: Εἰς τὸ χαρτοπωλεῖον κ. Κ. Μορτάτου ὁδὸς Σταδίου 21 ἔναντι θεάτρου κ. Τσίχα ὑπάρχει εἰς μεγάλας ποσότητας χάρτης λευκὸς τυπογραφικὸς εἰς τιμὰς πρὸς 70 λεπτὰ τὸ κιλόν. bbox=[1073, 1428, 1313, 1495]
shipping-company: ΕΛΛΗΝΙΚΗΣ ΑΤΜΟΠΛΟΪΑΣ bbox=[1091, 255, 1295, 272]
column-5 bbox=[1073, 112, 1313, 2272]
maison-ad-title: Maison bbox=[873, 519, 1005, 558]
paragraph: Μὲ φοβοῦνται, τώρα ὅτι ἀποσυρθῶ πλέον. Ἀλλὰ δὲν ἐγκαταλείπω τὸ θέατρον. Εἶμαι πάντοτε πρόθυμος νὰ παίξω. bbox=[1327, 1004, 1560, 1044]
price-unit: » bbox=[1020, 416, 1029, 430]
paragraph: Εἰς ὅλα αὐτὰ ὅσα ἀπαντῆσαι ἐγὼ γυναῖκας· διότι ἀφοῦ ἔκαμαν τὸν ἔλεγχον τοῦ θεάτρου ἡ Ἑλληνικὴ κοινωνία δὲν ἐφάνη πρόθυμος. bbox=[1327, 897, 1560, 950]
paragraph: Ὁ Ἔρνεστ Λόγμαν ἀπεμακρύνθη μὲ βῆμα ταχύ, καὶ ὁ Στεφανέλων ἔμεινε μόνος μὲ τὰς σκέψεις του, ἀναλογιζόμενος τὴν παράξενον συνάντησιν. bbox=[565, 1338, 805, 1391]
news-item: Τὸ βρεφεῖον Ναρσῆλ τῆς ἐπιτροπῆς ἐκόπη ἐκ τῆς κατασκευῆς τοῦ Ἰταλοῦ καθηγητοῦ τῆς Ἑνώσεως. bbox=[311, 1128, 551, 1168]
paragraph: Ὅτι ἡ Κυβέλη ἀπέτυχεν ὡς Κόστα Θεοδωρίδη, εἶνε γεγονὸς καὶ οὐδὲ χωρεῖ ἀμφισβήτησις. Διότι, ἐκτὸς τοῦ ὅτι ἐτελείωσε ἡ Γενικὴ ἀνακοίνωσις εἰς τὴν Ἐφημερίδα. bbox=[1327, 307, 1560, 374]
paragraph: Ἀκίνητος ὁ Στεφανέλων νὰ τελειώσῃ πρῶτος ἀπὸ ἐξωματικὰς τῆς ἐπιρροῆς των, ἀλλ' ἐπειδὴ τὸ τελευταῖον ἔμεινε προσωποποιημένον πλήρης ἀγωνίας. bbox=[565, 1277, 805, 1331]
news-item: Συνοδεύεται ὑπὸ τῶν τῆς ἐργασίας του καὶ κρίνει ἀνθρώπους τοὺς ἐνέκουον. bbox=[311, 1095, 551, 1122]
news-item: Ἀπὸ τοῦ Λονδίνου ἀγγέλλεται ὅτι ἡ κατάστασις τοῦ βασιλέως βελτιοῦται. bbox=[311, 1288, 551, 1315]
news-item: Ἐν Βερολίνῳ συνῆλθε τὸ συνέδριον τῶν ἐμπόρων μετὰ πολλῆς ἐπιτυχίας. bbox=[311, 1514, 551, 1541]
serum-ad bbox=[819, 609, 1059, 845]
chapter-title: ΤΟ ΣΤΟΙΧΗΜΑ ΤΟΥ ΕΡΜΑΝ ΣΠΑΪΤΕΡ bbox=[575, 251, 795, 264]
paragraph: Πρόκειται, εἰ ἴσως τινων κεκαλυμμένου μὲ ποιότητα τοῦ πρωινοῦ χρόνου, εὑρίσκεται ἡ ὁμάδα μὲ τὴν ἀγορὰν πολλῶν ἐφημερίδων καὶ ἡ μεγάλη ἀνησυχία διὰ τὴν θέσιν των. bbox=[40, 1684, 295, 1737]
shipping-route: ΣΑΒΒΑΤΟΝ 8 π. μ. Διὰ Ἰτέαν, Γαλαξείδιον, Βόστετιν, Αἴγιον. bbox=[1073, 675, 1313, 702]
paragraph: Ὁ Ἔρνεστ Λόγμαν ἀπεμακρύνθη μὲ βῆμα ταχύ, καὶ ὁ Στεφανέλων ἔμεινε μόνος μὲ τὰς σκέψεις του, ἀναλογιζόμενος τὴν παράξενον συνάντησιν. bbox=[565, 1110, 805, 1164]
notice-subtitle: ΤΟΥ κ. Π. ΘΑΝΟΠΟΥΛΟΥ bbox=[335, 1607, 527, 1624]
divider bbox=[311, 233, 551, 234]
paragraph: Ὁ Ἔρνεστ Λόγμαν ἀπεμακρύνθη μὲ βῆμα ταχύ, καὶ ὁ Στεφανέλων ἔμεινε μόνος μὲ τὰς σκέψεις του, ἀναλογιζόμενος τὴν παράξενον συνάντησιν. bbox=[565, 1566, 805, 1619]
book-price: 4. bbox=[1048, 1289, 1059, 1303]
paragraph: Τώρα ὅμως τὰ λέγω καὶ τὰ γράφετε αὐτά. Τὰ λέγω πρὸς ὅλους. Ἀλλὰ ἡ Κυβέλη, ἤ λέγει τί λέγω; bbox=[1327, 1559, 1560, 1599]
news-item: Ὁ Μέγιος Γάμος ἔφθασεν εἰς Ἀμερικὴν εἰς Νεάπολιν. bbox=[311, 802, 551, 829]
paragraph: Οἱ κ. κ. Ξενόπουλος, Λάσκαρις καὶ Σα, οἱ ὁποῖοι ἔγραψαν διὰ τὴν κριτικήν μου, δὲν ἐγνώριζον τὴν ἀλήθειαν. bbox=[1327, 957, 1560, 997]
shipping-route: ΤΕΤΑΡΤΗΝ 7 π. μ. Διὰ Αἴγιναν, Μέθανα, Πόρον, Ὕδραν, Σπέτσας. bbox=[1073, 343, 1313, 370]
paragraph: Πηγαίνετε εἰς τὸ θέατρον μὲ βράδυ, νὰ ἴδητε τί θὰ σᾶς εἴπῃ ἡ Κυβέλη. bbox=[1327, 1779, 1560, 1805]
